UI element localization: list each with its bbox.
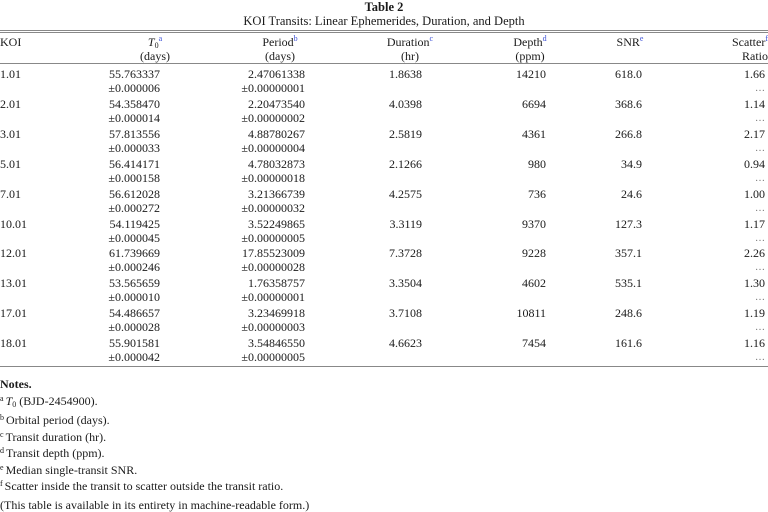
cell-scatter: 1.19: [700, 306, 765, 321]
cell-depth: 9370: [500, 217, 546, 232]
cell-t0: 54.119425: [100, 217, 160, 232]
note-d: $^d$ Transit depth (ppm).: [0, 444, 309, 461]
note-e: $^e$ Median single-transit SNR.: [0, 461, 309, 478]
header-depth-unit: (ppm): [500, 49, 560, 64]
cell-scatter: 1.66: [700, 67, 765, 82]
cell-scatter: 1.00: [700, 187, 765, 202]
cell-t0: 54.358470: [100, 97, 160, 112]
cell-koi: 18.01: [0, 336, 60, 351]
cell-depth: 4602: [500, 276, 546, 291]
header-duration: Duration$^c$: [380, 35, 440, 50]
cell-depth: 7454: [500, 336, 546, 351]
cell-duration: 3.7108: [380, 306, 422, 321]
cell-depth: 14210: [500, 67, 546, 82]
cell-period-err: ±0.00000002: [200, 111, 305, 126]
cell-period: 1.76358757: [220, 276, 305, 291]
header-koi: KOI: [0, 35, 21, 50]
cell-duration: 7.3728: [380, 246, 422, 261]
footnote-link-b[interactable]: b: [294, 34, 298, 43]
cell-scatter-err: …: [700, 141, 765, 156]
cell-period: 2.20473540: [220, 97, 305, 112]
cell-depth: 6694: [500, 97, 546, 112]
cell-snr: 535.1: [600, 276, 642, 291]
cell-period-err: ±0.00000005: [200, 231, 305, 246]
cell-snr: 24.6: [600, 187, 642, 202]
top-rule-second: [0, 32, 768, 33]
cell-t0-err: ±0.000014: [90, 111, 160, 126]
cell-scatter-err: …: [700, 201, 765, 216]
cell-koi: 2.01: [0, 97, 60, 112]
cell-t0-err: ±0.000042: [90, 350, 160, 365]
cell-period-err: ±0.00000001: [200, 290, 305, 305]
cell-t0: 57.813556: [100, 127, 160, 142]
cell-scatter-err: …: [700, 320, 765, 335]
cell-t0: 55.763337: [100, 67, 160, 82]
cell-koi: 3.01: [0, 127, 60, 142]
cell-period-err: ±0.00000032: [200, 201, 305, 216]
cell-duration: 4.2575: [380, 187, 422, 202]
cell-period: 4.88780267: [220, 127, 305, 142]
cell-scatter-err: …: [700, 171, 765, 186]
cell-t0-err: ±0.000158: [90, 171, 160, 186]
cell-t0-err: ±0.000272: [90, 201, 160, 216]
cell-koi: 10.01: [0, 217, 60, 232]
header-snr: SNR$^e$: [600, 35, 660, 50]
cell-t0: 56.612028: [100, 187, 160, 202]
cell-koi: 12.01: [0, 246, 60, 261]
cell-depth: 4361: [500, 127, 546, 142]
cell-duration: 2.1266: [380, 157, 422, 172]
table-label: Table 2: [0, 0, 768, 14]
cell-snr: 266.8: [600, 127, 642, 142]
cell-t0-err: ±0.000028: [90, 320, 160, 335]
cell-t0: 61.739669: [100, 246, 160, 261]
cell-snr: 127.3: [600, 217, 642, 232]
cell-scatter: 1.17: [700, 217, 765, 232]
cell-t0: 56.414171: [100, 157, 160, 172]
cell-period-err: ±0.00000001: [200, 81, 305, 96]
header-depth: Depth$^d$: [500, 35, 560, 50]
cell-depth: 9228: [500, 246, 546, 261]
cell-t0-err: ±0.000006: [90, 81, 160, 96]
header-scatter-unit: Ratio: [700, 49, 768, 64]
cell-scatter: 1.14: [700, 97, 765, 112]
cell-t0-err: ±0.000033: [90, 141, 160, 156]
header-rule: [0, 63, 768, 64]
cell-period-err: ±0.00000005: [200, 350, 305, 365]
cell-scatter: 1.16: [700, 336, 765, 351]
cell-scatter: 2.17: [700, 127, 765, 142]
header-duration-unit: (hr): [380, 49, 440, 64]
cell-period-err: ±0.00000018: [200, 171, 305, 186]
table-caption: KOI Transits: Linear Ephemerides, Duration, and Depth: [0, 14, 768, 28]
cell-period: 4.78032873: [220, 157, 305, 172]
cell-t0-err: ±0.000045: [90, 231, 160, 246]
cell-period-err: ±0.00000003: [200, 320, 305, 335]
cell-scatter-err: …: [700, 231, 765, 246]
bottom-rule: [0, 366, 768, 367]
cell-period: 3.23469918: [220, 306, 305, 321]
notes-title: Notes.: [0, 378, 309, 392]
cell-period: 2.47061338: [220, 67, 305, 82]
footnote-link-e[interactable]: e: [640, 34, 644, 43]
cell-scatter: 1.30: [700, 276, 765, 291]
note-f: $^f$ Scatter inside the transit to scatter outside the transit ratio.: [0, 477, 309, 494]
availability-note: (This table is available in its entirety in machine-readable form.): [0, 499, 309, 512]
cell-koi: 7.01: [0, 187, 60, 202]
cell-period: 3.52249865: [220, 217, 305, 232]
footnote-link-d[interactable]: d: [543, 34, 547, 43]
header-period: Period$^b$: [225, 35, 335, 50]
cell-duration: 3.3504: [380, 276, 422, 291]
cell-t0: 54.486657: [100, 306, 160, 321]
note-c: $^c$ Transit duration (hr).: [0, 428, 309, 445]
cell-snr: 34.9: [600, 157, 642, 172]
cell-duration: 1.8638: [380, 67, 422, 82]
cell-snr: 248.6: [600, 306, 642, 321]
cell-t0-err: ±0.000010: [90, 290, 160, 305]
cell-t0-err: ±0.000246: [90, 260, 160, 275]
cell-depth: 736: [500, 187, 546, 202]
cell-koi: 1.01: [0, 67, 60, 82]
table-notes: [0, 378, 309, 512]
cell-koi: 17.01: [0, 306, 60, 321]
cell-t0: 55.901581: [100, 336, 160, 351]
header-t0-unit: (days): [100, 49, 210, 64]
footnote-link-a[interactable]: a: [159, 34, 163, 43]
header-t0: $T_0^a$: [100, 35, 210, 53]
header-period-unit: (days): [225, 49, 335, 64]
cell-period-err: ±0.00000028: [200, 260, 305, 275]
cell-period: 17.85523009: [220, 246, 305, 261]
cell-koi: 5.01: [0, 157, 60, 172]
cell-period-err: ±0.00000004: [200, 141, 305, 156]
top-rule: [0, 30, 768, 31]
cell-duration: 4.6623: [380, 336, 422, 351]
footnote-link-c[interactable]: c: [430, 34, 434, 43]
cell-depth: 980: [500, 157, 546, 172]
cell-snr: 618.0: [600, 67, 642, 82]
cell-scatter-err: …: [700, 290, 765, 305]
cell-snr: 357.1: [600, 246, 642, 261]
footnote-link-f[interactable]: f: [765, 34, 768, 43]
cell-scatter: 0.94: [700, 157, 765, 172]
cell-duration: 4.0398: [380, 97, 422, 112]
cell-period: 3.21366739: [220, 187, 305, 202]
note-a: $^a$ $T_0$ (BJD-2454900).: [0, 392, 309, 412]
cell-scatter: 2.26: [700, 246, 765, 261]
cell-period: 3.54846550: [220, 336, 305, 351]
note-b: $^b$ Orbital period (days).: [0, 411, 309, 428]
cell-duration: 3.3119: [380, 217, 422, 232]
cell-scatter-err: …: [700, 260, 765, 275]
cell-snr: 368.6: [600, 97, 642, 112]
cell-duration: 2.5819: [380, 127, 422, 142]
cell-snr: 161.6: [600, 336, 642, 351]
header-scatter: Scatter$^f$: [700, 35, 768, 50]
cell-scatter-err: …: [700, 81, 765, 96]
cell-depth: 10811: [500, 306, 546, 321]
cell-scatter-err: …: [700, 111, 765, 126]
cell-t0: 53.565659: [100, 276, 160, 291]
cell-scatter-err: …: [700, 350, 765, 365]
cell-koi: 13.01: [0, 276, 60, 291]
